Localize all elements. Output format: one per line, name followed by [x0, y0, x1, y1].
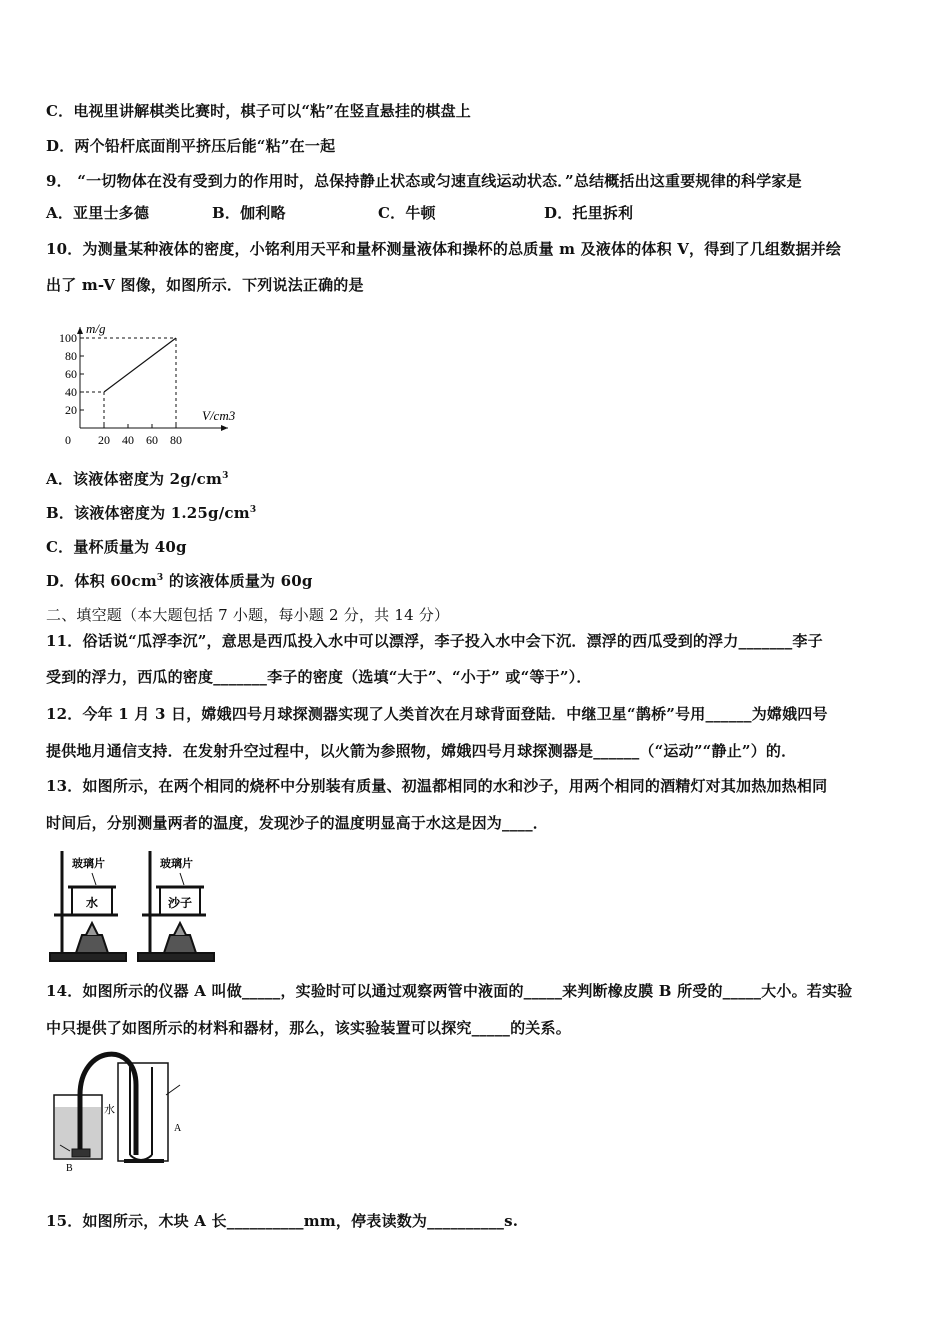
q9-option-c: C．牛顿 [378, 204, 436, 222]
x-tick-label: 0 [65, 433, 71, 447]
question-11: 11．俗话说“瓜浮李沉”，意思是西瓜投入水中可以漂浮，李子投入水中会下沉．漂浮的西瓜受到的浮力_______李子 [46, 632, 823, 650]
question-9: 9． “一切物体在没有受到力的作用时，总保持静止状态或匀速直线运动状态．”总结概括出这重要规律的科学家是 [46, 172, 802, 190]
x-tick-label: 80 [170, 433, 182, 447]
question-14: 14．如图所示的仪器 A 叫做_____，实验时可以通过观察两管中液面的_____来判断橡皮膜 B 所受的_____大小。若实验 [46, 982, 853, 1000]
y-tick-label: 100 [59, 331, 77, 345]
x-tick-label: 20 [98, 433, 110, 447]
question-15: 15．如图所示，木块 A 长__________mm，停表读数为__________s. [46, 1212, 519, 1230]
x-tick-label: 40 [122, 433, 134, 447]
question-10-cont: 出了 m-V 图像，如图所示．下列说法正确的是 [46, 276, 364, 294]
right-content-label: 沙子 [168, 896, 193, 910]
question-12: 12．今年 1 月 3 日，嫦娥四号月球探测器实现了人类首次在月球背面登陆．中继卫星“鹊桥”号用______为嫦娥四号 [46, 705, 828, 723]
left-content-label: 水 [86, 896, 99, 910]
q10-option-a: A．该液体密度为 $2g/cm^3$ [46, 470, 229, 488]
right-glass-label: 玻璃片 [160, 858, 193, 870]
manometer-figure [46, 1045, 191, 1175]
q9-options [46, 202, 906, 223]
question-12-cont: 提供地月通信支持．在发射升空过程中，以火箭为参照物，嫦娥四号月球探测器是______（“运动”“静止”）的． [46, 742, 797, 760]
question-13-cont: 时间后，分别测量两者的温度，发现沙子的温度明显高于水这是因为____． [46, 814, 549, 832]
x-axis-arrow [221, 425, 228, 431]
x-axis-label: V/cm3 [202, 408, 236, 423]
q10-option-d: D．体积 $60cm^3$ 的该液体质量为 60g [46, 572, 313, 590]
option-d-q8: D．两个铅杆底面削平挤压后能“粘”在一起 [46, 137, 336, 155]
q9-option-b: B．伽利略 [212, 204, 286, 222]
y-axis-label: m/g [86, 321, 106, 336]
question-11-cont: 受到的浮力，西瓜的密度_______李子的密度（选填“大于”、“小于” 或“等于”）． [46, 668, 592, 686]
beaker-heating-figure [46, 843, 221, 968]
y-tick-label: 80 [65, 349, 77, 363]
data-line [104, 338, 176, 392]
option-c-q8: C．电视里讲解棋类比赛时，棋子可以“粘”在竖直悬挂的棋盘上 [46, 102, 471, 120]
y-tick-label: 20 [65, 403, 77, 417]
question-14-cont: 中只提供了如图所示的材料和器材，那么，该实验装置可以探究_____的关系。 [46, 1019, 571, 1037]
y-axis-arrow [77, 327, 83, 334]
question-10: 10．为测量某种液体的密度，小铭利用天平和量杯测量液体和操杯的总质量 m 及液体的体积 V，得到了几组数据并绘 [46, 240, 842, 258]
x-tick-label: 60 [146, 433, 158, 447]
q10-option-b: B．该液体密度为 $1.25g/cm^3$ [46, 504, 257, 522]
y-tick-label: 60 [65, 367, 77, 381]
q9-option-a: A．亚里士多德 [46, 204, 150, 222]
m-v-chart [46, 306, 286, 451]
y-tick-label: 40 [65, 385, 77, 399]
membrane-b-label: B [66, 1163, 73, 1174]
q9-option-d: D．托里拆利 [544, 204, 634, 222]
instrument-a-label: A [174, 1123, 182, 1134]
question-13: 13．如图所示，在两个相同的烧杯中分别装有质量、初温都相同的水和沙子，用两个相同的酒精灯对其加热加热相同 [46, 777, 828, 795]
section-2-heading: 二、填空题（本大题包括 7 小题，每小题 2 分，共 14 分） [46, 606, 450, 624]
q10-option-c: C．量杯质量为 40g [46, 538, 187, 556]
left-glass-label: 玻璃片 [72, 858, 105, 870]
water-label: 水 [104, 1104, 115, 1116]
